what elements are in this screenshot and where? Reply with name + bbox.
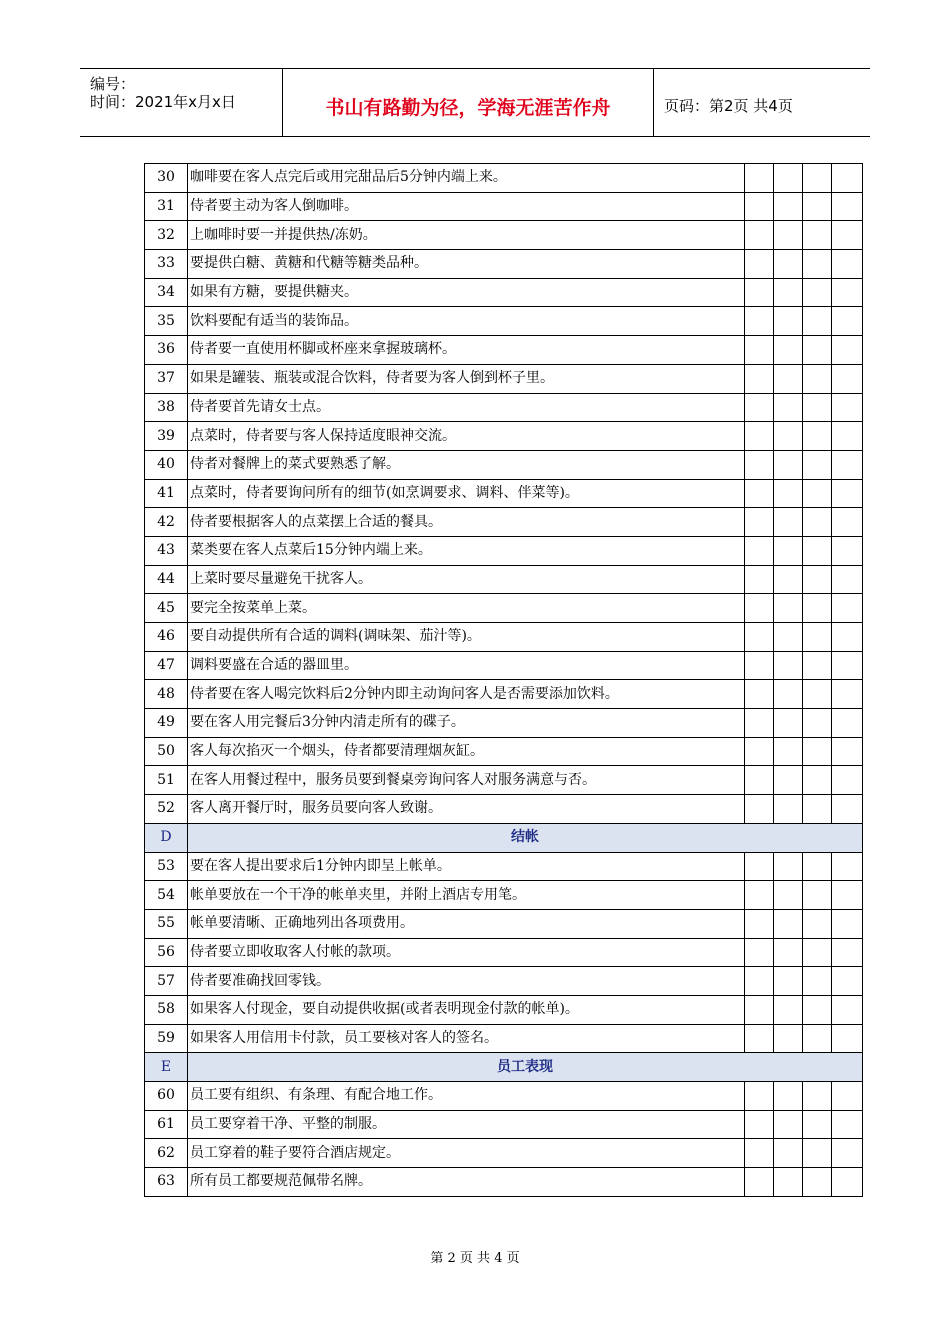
check-cell[interactable] <box>774 536 803 565</box>
check-cell[interactable] <box>774 680 803 709</box>
check-cell[interactable] <box>745 307 774 336</box>
item-text: 要在客人用完餐后3分钟内清走所有的碟子。 <box>188 709 745 738</box>
check-cell[interactable] <box>745 450 774 479</box>
check-cell[interactable] <box>774 164 803 193</box>
item-number: 45 <box>145 594 188 623</box>
item-text: 侍者要首先请女士点。 <box>188 393 745 422</box>
item-text: 要完全按菜单上菜。 <box>188 594 745 623</box>
item-number: 49 <box>145 709 188 738</box>
item-number: 62 <box>145 1139 188 1168</box>
item-number: 63 <box>145 1168 188 1197</box>
item-text: 菜类要在客人点菜后15分钟内端上来。 <box>188 536 745 565</box>
item-text: 员工穿着的鞋子要符合酒店规定。 <box>188 1139 745 1168</box>
checklist-row <box>145 680 863 709</box>
check-cell[interactable] <box>745 164 774 193</box>
checklist-row <box>145 508 863 537</box>
page-footer: 第 2 页 共 4 页 <box>430 1251 520 1266</box>
check-cell[interactable] <box>745 565 774 594</box>
checklist-row <box>145 967 863 996</box>
check-cell[interactable] <box>774 508 803 537</box>
check-cell[interactable] <box>745 536 774 565</box>
item-text: 侍者要立即收取客人付帐的款项。 <box>188 938 745 967</box>
check-cell[interactable] <box>774 995 803 1024</box>
item-text: 要提供白糖、黄糖和代糖等糖类品种。 <box>188 250 745 279</box>
check-cell[interactable] <box>832 307 863 336</box>
item-text: 在客人用餐过程中，服务员要到餐桌旁询问客人对服务满意与否。 <box>188 766 745 795</box>
check-cell[interactable] <box>745 795 774 824</box>
check-cell[interactable] <box>745 709 774 738</box>
checklist-row <box>145 852 863 881</box>
item-number: 51 <box>145 766 188 795</box>
check-cell[interactable] <box>803 680 832 709</box>
check-cell[interactable] <box>803 450 832 479</box>
check-cell[interactable] <box>803 278 832 307</box>
checklist-row <box>145 1139 863 1168</box>
check-cell[interactable] <box>803 364 832 393</box>
item-number: 61 <box>145 1110 188 1139</box>
check-cell[interactable] <box>774 766 803 795</box>
item-text: 要自动提供所有合适的调料(调味架、茄汁等)。 <box>188 623 745 652</box>
checklist-row <box>145 164 863 193</box>
check-cell[interactable] <box>745 881 774 910</box>
check-cell[interactable] <box>803 1139 832 1168</box>
item-number: 31 <box>145 192 188 221</box>
checklist-row <box>145 1024 863 1053</box>
check-cell[interactable] <box>774 967 803 996</box>
check-cell[interactable] <box>832 192 863 221</box>
check-cell[interactable] <box>803 909 832 938</box>
check-cell[interactable] <box>832 1168 863 1197</box>
document-number-label: 编号： <box>90 75 136 93</box>
check-cell[interactable] <box>832 852 863 881</box>
check-cell[interactable] <box>832 651 863 680</box>
item-text: 侍者要根据客人的点菜摆上合适的餐具。 <box>188 508 745 537</box>
check-cell[interactable] <box>774 278 803 307</box>
check-cell[interactable] <box>832 766 863 795</box>
check-cell[interactable] <box>745 938 774 967</box>
checklist-row <box>145 795 863 824</box>
item-number: 41 <box>145 479 188 508</box>
item-number: 33 <box>145 250 188 279</box>
checklist-row <box>145 364 863 393</box>
check-cell[interactable] <box>745 651 774 680</box>
header-page-number: 页码：第2页 共4页 <box>664 97 793 115</box>
item-number: 55 <box>145 909 188 938</box>
check-cell[interactable] <box>832 479 863 508</box>
check-cell[interactable] <box>774 1024 803 1053</box>
item-text: 客人每次掐灭一个烟头，侍者都要清理烟灰缸。 <box>188 737 745 766</box>
check-cell[interactable] <box>803 967 832 996</box>
check-cell[interactable] <box>803 1024 832 1053</box>
checklist-row <box>145 479 863 508</box>
check-cell[interactable] <box>774 852 803 881</box>
item-text: 要在客人提出要求后1分钟内即呈上帐单。 <box>188 852 745 881</box>
check-cell[interactable] <box>832 1024 863 1053</box>
check-cell[interactable] <box>803 852 832 881</box>
item-number: 59 <box>145 1024 188 1053</box>
check-cell[interactable] <box>832 250 863 279</box>
check-cell[interactable] <box>803 508 832 537</box>
check-cell[interactable] <box>745 250 774 279</box>
checklist-row <box>145 1082 863 1111</box>
item-text: 侍者要在客人喝完饮料后2分钟内即主动询问客人是否需要添加饮料。 <box>188 680 745 709</box>
item-number: 36 <box>145 336 188 365</box>
header-page-cell <box>654 69 870 136</box>
check-cell[interactable] <box>745 479 774 508</box>
item-number: 30 <box>145 164 188 193</box>
item-text: 调料要盛在合适的器皿里。 <box>188 651 745 680</box>
item-text: 员工要有组织、有条理、有配合地工作。 <box>188 1082 745 1111</box>
item-number: 39 <box>145 422 188 451</box>
check-cell[interactable] <box>745 995 774 1024</box>
item-number: 50 <box>145 737 188 766</box>
check-cell[interactable] <box>803 192 832 221</box>
check-cell[interactable] <box>745 766 774 795</box>
check-cell[interactable] <box>745 393 774 422</box>
check-cell[interactable] <box>745 737 774 766</box>
header-motto-cell <box>283 69 654 136</box>
check-cell[interactable] <box>832 565 863 594</box>
item-text: 员工要穿着干净、平整的制服。 <box>188 1110 745 1139</box>
check-cell[interactable] <box>803 250 832 279</box>
check-cell[interactable] <box>803 393 832 422</box>
check-cell[interactable] <box>832 450 863 479</box>
check-cell[interactable] <box>832 164 863 193</box>
checklist-row <box>145 1168 863 1197</box>
checklist-row <box>145 594 863 623</box>
check-cell[interactable] <box>774 1168 803 1197</box>
check-cell[interactable] <box>774 909 803 938</box>
item-text: 侍者要主动为客人倒咖啡。 <box>188 192 745 221</box>
check-cell[interactable] <box>774 881 803 910</box>
page-header <box>80 68 870 137</box>
check-cell[interactable] <box>774 250 803 279</box>
checklist-row <box>145 565 863 594</box>
check-cell[interactable] <box>832 536 863 565</box>
item-text: 咖啡要在客人点完后或用完甜品后5分钟内端上来。 <box>188 164 745 193</box>
section-title: 结帐 <box>188 823 863 852</box>
check-cell[interactable] <box>745 594 774 623</box>
item-text: 上咖啡时要一并提供热/冻奶。 <box>188 221 745 250</box>
check-cell[interactable] <box>803 164 832 193</box>
checklist-row <box>145 995 863 1024</box>
check-cell[interactable] <box>774 938 803 967</box>
checklist-row <box>145 307 863 336</box>
item-text: 帐单要清晰、正确地列出各项费用。 <box>188 909 745 938</box>
checklist-row <box>145 709 863 738</box>
checklist-row <box>145 393 863 422</box>
check-cell[interactable] <box>745 909 774 938</box>
check-cell[interactable] <box>803 479 832 508</box>
check-cell[interactable] <box>803 1168 832 1197</box>
item-number: 57 <box>145 967 188 996</box>
check-cell[interactable] <box>832 881 863 910</box>
item-text: 如果有方糖，要提供糖夹。 <box>188 278 745 307</box>
check-cell[interactable] <box>774 594 803 623</box>
check-cell[interactable] <box>832 594 863 623</box>
check-cell[interactable] <box>774 623 803 652</box>
check-cell[interactable] <box>774 1139 803 1168</box>
item-number: 42 <box>145 508 188 537</box>
item-text: 侍者要一直使用杯脚或杯座来拿握玻璃杯。 <box>188 336 745 365</box>
checklist-row <box>145 1110 863 1139</box>
check-cell[interactable] <box>774 450 803 479</box>
checklist-row <box>145 192 863 221</box>
check-cell[interactable] <box>832 995 863 1024</box>
check-cell[interactable] <box>774 709 803 738</box>
check-cell[interactable] <box>745 221 774 250</box>
item-text: 点菜时，侍者要与客人保持适度眼神交流。 <box>188 422 745 451</box>
item-number: 60 <box>145 1082 188 1111</box>
checklist-row <box>145 766 863 795</box>
check-cell[interactable] <box>745 623 774 652</box>
check-cell[interactable] <box>832 422 863 451</box>
item-number: 58 <box>145 995 188 1024</box>
check-cell[interactable] <box>745 364 774 393</box>
item-number: 34 <box>145 278 188 307</box>
item-text: 如果客人付现金，要自动提供收据(或者表明现金付款的帐单)。 <box>188 995 745 1024</box>
check-cell[interactable] <box>832 737 863 766</box>
check-cell[interactable] <box>803 623 832 652</box>
check-cell[interactable] <box>774 737 803 766</box>
check-cell[interactable] <box>745 508 774 537</box>
check-cell[interactable] <box>745 1082 774 1111</box>
check-cell[interactable] <box>803 536 832 565</box>
check-cell[interactable] <box>832 221 863 250</box>
checklist-row <box>145 651 863 680</box>
check-cell[interactable] <box>803 938 832 967</box>
check-cell[interactable] <box>745 967 774 996</box>
check-cell[interactable] <box>803 221 832 250</box>
item-text: 如果客人用信用卡付款，员工要核对客人的签名。 <box>188 1024 745 1053</box>
motto-text: 书山有路勤为径，学海无涯苦作舟 <box>325 97 611 119</box>
check-cell[interactable] <box>774 1110 803 1139</box>
checklist-row <box>145 422 863 451</box>
check-cell[interactable] <box>803 422 832 451</box>
section-letter: E <box>145 1053 188 1082</box>
item-text: 所有员工都要规范佩带名牌。 <box>188 1168 745 1197</box>
item-text: 上菜时要尽量避免干扰客人。 <box>188 565 745 594</box>
check-cell[interactable] <box>803 1110 832 1139</box>
checklist-row <box>145 909 863 938</box>
check-cell[interactable] <box>803 651 832 680</box>
check-cell[interactable] <box>832 508 863 537</box>
section-letter: D <box>145 823 188 852</box>
check-cell[interactable] <box>774 479 803 508</box>
header-info-cell <box>80 69 283 136</box>
check-cell[interactable] <box>803 307 832 336</box>
checklist-row <box>145 737 863 766</box>
checklist-row <box>145 250 863 279</box>
checklist-row <box>145 881 863 910</box>
item-text: 侍者要准确找回零钱。 <box>188 967 745 996</box>
item-number: 35 <box>145 307 188 336</box>
check-cell[interactable] <box>774 565 803 594</box>
document-time-label: 时间：2021年x月x日 <box>90 93 236 111</box>
item-text: 如果是罐装、瓶装或混合饮料，侍者要为客人倒到杯子里。 <box>188 364 745 393</box>
check-cell[interactable] <box>745 1168 774 1197</box>
check-cell[interactable] <box>745 336 774 365</box>
check-cell[interactable] <box>803 995 832 1024</box>
check-cell[interactable] <box>774 1082 803 1111</box>
section-title: 员工表现 <box>188 1053 863 1082</box>
check-cell[interactable] <box>832 1110 863 1139</box>
checklist-row <box>145 221 863 250</box>
check-cell[interactable] <box>803 565 832 594</box>
item-number: 46 <box>145 623 188 652</box>
check-cell[interactable] <box>832 1139 863 1168</box>
checklist-body <box>145 164 863 1197</box>
check-cell[interactable] <box>803 737 832 766</box>
section-header-row <box>145 1053 863 1082</box>
check-cell[interactable] <box>774 307 803 336</box>
check-cell[interactable] <box>803 709 832 738</box>
check-cell[interactable] <box>745 278 774 307</box>
check-cell[interactable] <box>832 393 863 422</box>
check-cell[interactable] <box>832 709 863 738</box>
check-cell[interactable] <box>803 594 832 623</box>
check-cell[interactable] <box>745 852 774 881</box>
item-number: 56 <box>145 938 188 967</box>
check-cell[interactable] <box>745 422 774 451</box>
item-number: 43 <box>145 536 188 565</box>
item-text: 饮料要配有适当的装饰品。 <box>188 307 745 336</box>
item-number: 54 <box>145 881 188 910</box>
checklist-row <box>145 938 863 967</box>
check-cell[interactable] <box>832 278 863 307</box>
checklist-table <box>144 163 863 1197</box>
check-cell[interactable] <box>774 422 803 451</box>
check-cell[interactable] <box>774 221 803 250</box>
checklist-row <box>145 336 863 365</box>
checklist-row <box>145 623 863 652</box>
check-cell[interactable] <box>774 364 803 393</box>
item-number: 47 <box>145 651 188 680</box>
check-cell[interactable] <box>745 192 774 221</box>
check-cell[interactable] <box>803 881 832 910</box>
checklist-row <box>145 536 863 565</box>
checklist-row <box>145 450 863 479</box>
item-number: 38 <box>145 393 188 422</box>
check-cell[interactable] <box>832 364 863 393</box>
check-cell[interactable] <box>832 967 863 996</box>
check-cell[interactable] <box>745 1110 774 1139</box>
check-cell[interactable] <box>832 1082 863 1111</box>
item-number: 37 <box>145 364 188 393</box>
check-cell[interactable] <box>774 795 803 824</box>
item-number: 40 <box>145 450 188 479</box>
checklist-row <box>145 278 863 307</box>
check-cell[interactable] <box>774 192 803 221</box>
check-cell[interactable] <box>774 336 803 365</box>
check-cell[interactable] <box>774 393 803 422</box>
check-cell[interactable] <box>745 680 774 709</box>
check-cell[interactable] <box>803 766 832 795</box>
item-text: 侍者对餐牌上的菜式要熟悉了解。 <box>188 450 745 479</box>
check-cell[interactable] <box>832 938 863 967</box>
item-text: 帐单要放在一个干净的帐单夹里，并附上酒店专用笔。 <box>188 881 745 910</box>
check-cell[interactable] <box>832 795 863 824</box>
item-number: 32 <box>145 221 188 250</box>
item-text: 点菜时，侍者要询问所有的细节(如烹调要求、调料、伴菜等)。 <box>188 479 745 508</box>
check-cell[interactable] <box>832 680 863 709</box>
check-cell[interactable] <box>803 1082 832 1111</box>
item-number: 44 <box>145 565 188 594</box>
check-cell[interactable] <box>803 795 832 824</box>
item-text: 客人离开餐厅时，服务员要向客人致谢。 <box>188 795 745 824</box>
check-cell[interactable] <box>803 336 832 365</box>
check-cell[interactable] <box>774 651 803 680</box>
item-number: 52 <box>145 795 188 824</box>
check-cell[interactable] <box>745 1139 774 1168</box>
check-cell[interactable] <box>745 1024 774 1053</box>
section-header-row <box>145 823 863 852</box>
check-cell[interactable] <box>832 336 863 365</box>
item-number: 53 <box>145 852 188 881</box>
check-cell[interactable] <box>832 623 863 652</box>
check-cell[interactable] <box>832 909 863 938</box>
item-number: 48 <box>145 680 188 709</box>
